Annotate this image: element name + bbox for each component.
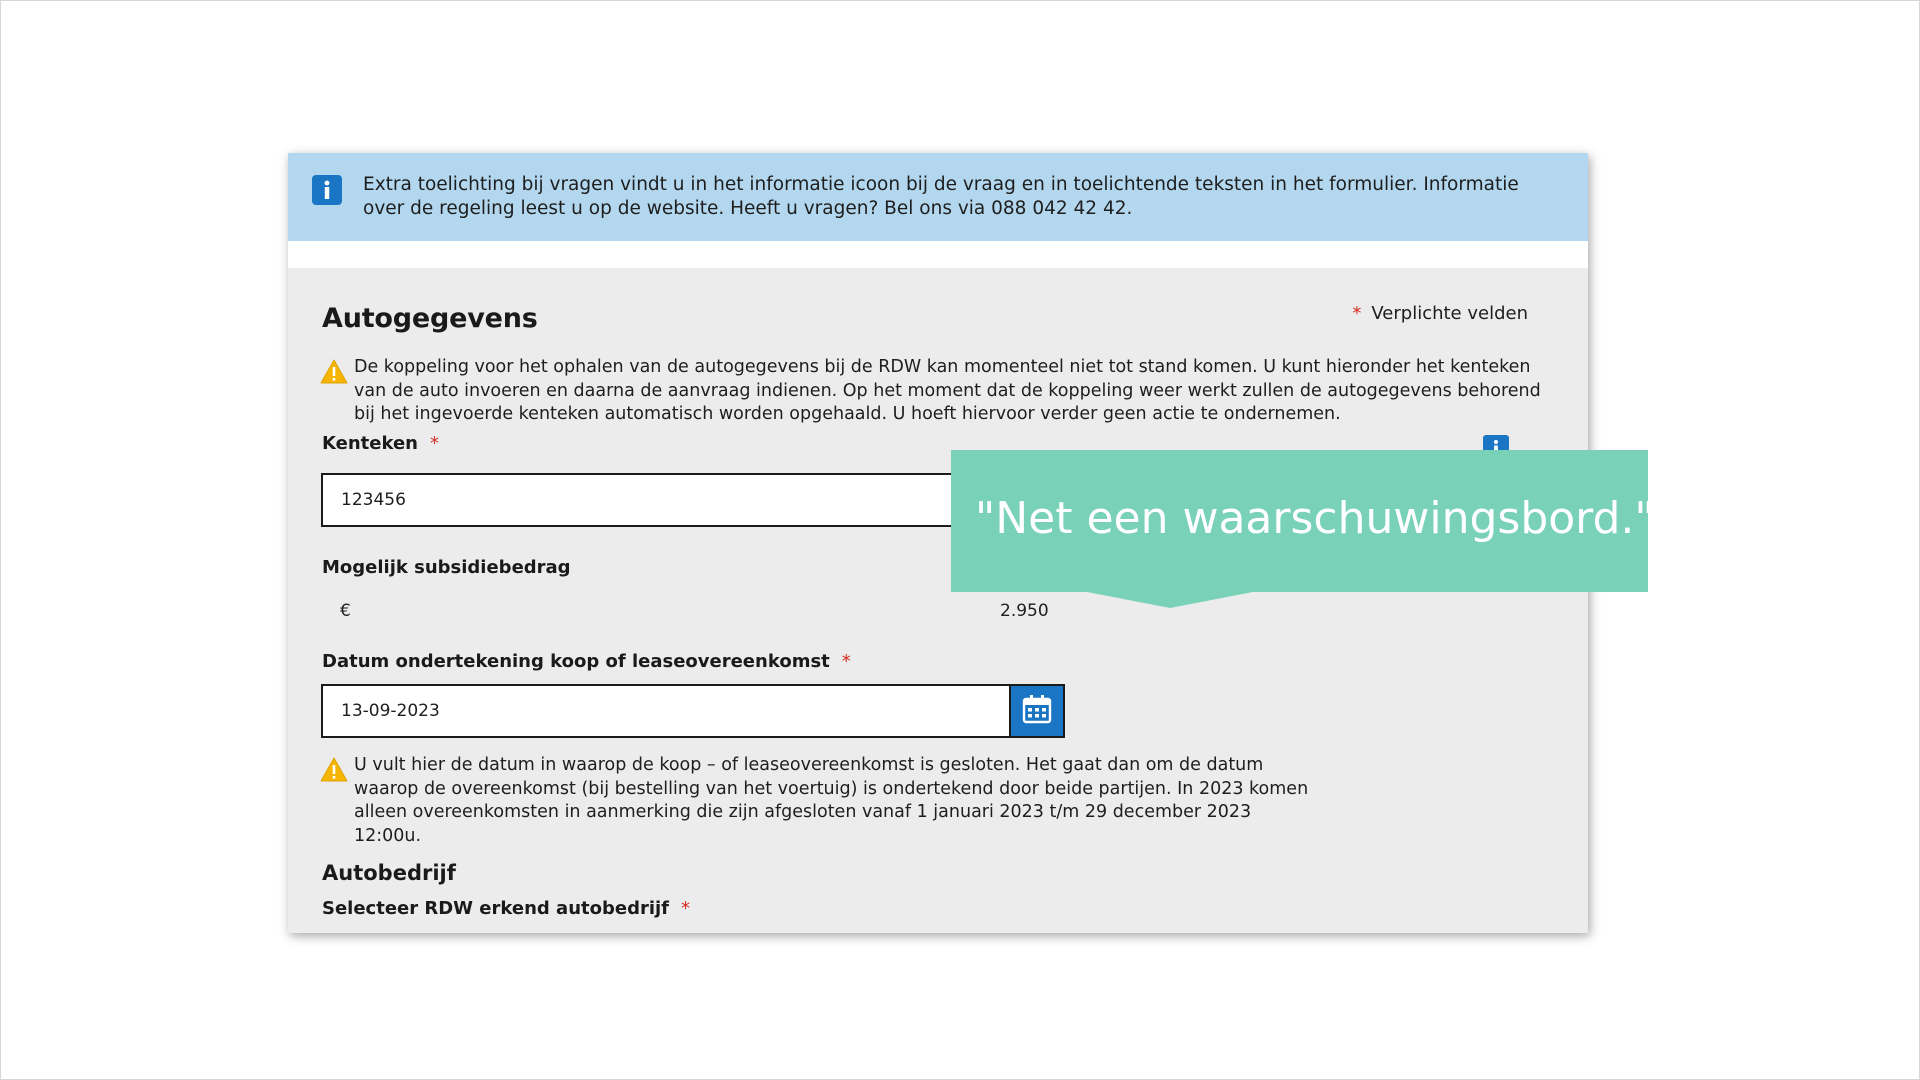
warning-icon: [320, 757, 348, 786]
required-fields-note: [1352, 303, 1528, 324]
datum-label: [322, 651, 851, 672]
calendar-button[interactable]: [1011, 684, 1065, 738]
datum-input-value: 13-09-2023: [341, 701, 440, 721]
datum-warning-text: U vult hier de datum in waarop de koop – of leaseovereenkomst is gesloten. Het gaat dan om de datum waarop de overeenkomst (bij bestelling van het voertuig) is ondertekend door beide partijen. In 2023 komen alleen overeenkomsten in aanmerking die zijn afgesloten vanaf 1 januari 2023 t/m 29 december 2023 12:00u.: [354, 755, 1309, 846]
info-banner-text: Extra toelichting bij vragen vindt u in het informatie icoon bij de vraag en in toelichtende teksten in het formulier. Informatie over de regeling leest u op de website. Heeft u vragen? Bel ons via 088 042 42 42.: [363, 174, 1519, 219]
autobedrijf-select-label: [322, 898, 690, 919]
required-star: *: [1352, 303, 1362, 324]
warning-icon: [320, 359, 348, 388]
kenteken-label-text: Kenteken: [322, 433, 418, 454]
speech-callout: [951, 450, 1655, 592]
datum-label-text: Datum ondertekening koop of leaseovereenkomst: [322, 651, 830, 672]
subsidie-amount: 2.950: [1000, 601, 1049, 621]
autobedrijf-title: Autobedrijf: [322, 861, 456, 885]
autogegevens-section: [288, 268, 1588, 933]
subsidie-label: Mogelijk subsidiebedrag: [322, 557, 571, 578]
kenteken-input-value: 123456: [341, 490, 406, 510]
callout-text: "Net een waarschuwingsbord.": [975, 493, 1655, 544]
callout-tail: [1082, 591, 1258, 608]
kenteken-label: [322, 433, 439, 454]
kenteken-required-star: *: [429, 433, 439, 454]
calendar-icon: [1022, 694, 1052, 728]
section-title: Autogegevens: [322, 303, 538, 334]
datum-warning: [320, 754, 1320, 848]
rdw-warning-text: De koppeling voor het ophalen van de autogegevens bij de RDW kan momenteel niet tot stand komen. U kunt hieronder het kenteken van de auto invoeren en daarna de aanvraag indienen. Op het moment dat de koppeling weer werkt zullen de autogegevens behorend bij het ingevoerde kenteken automatisch worden opgehaald. U hoeft hiervoor verder geen actie te ondernemen.: [354, 357, 1541, 424]
subsidie-currency: €: [340, 601, 351, 621]
datum-required-star: *: [841, 651, 851, 672]
autobedrijf-select-label-text: Selecteer RDW erkend autobedrijf: [322, 898, 670, 919]
rdw-warning: [320, 356, 1560, 427]
required-fields-label: Verplichte velden: [1371, 303, 1528, 324]
datum-input[interactable]: [321, 684, 1011, 738]
autobedrijf-required-star: *: [681, 898, 691, 919]
info-banner: [288, 153, 1588, 241]
info-icon[interactable]: [312, 175, 342, 209]
